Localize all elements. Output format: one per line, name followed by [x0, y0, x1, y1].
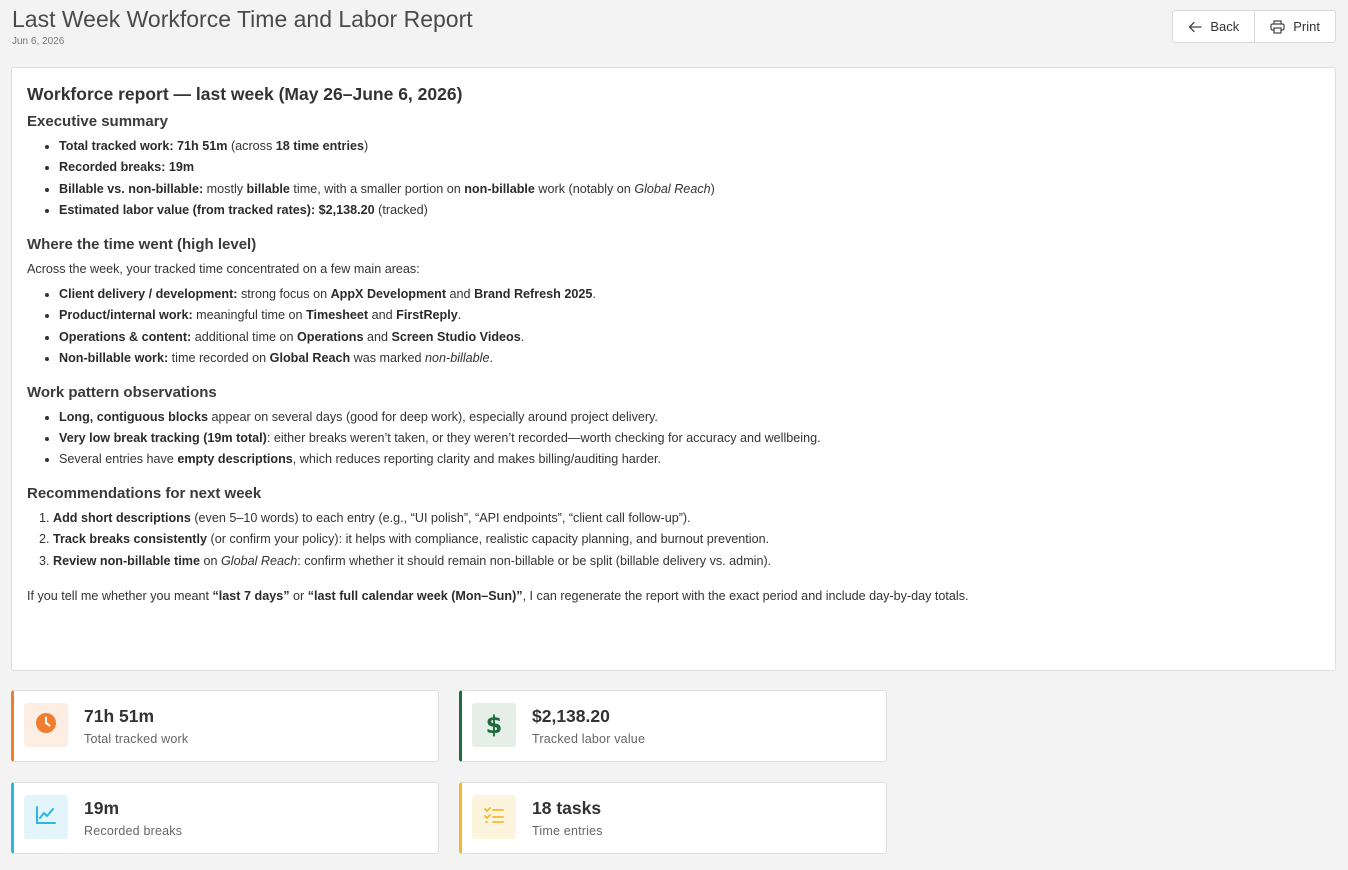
- list-item: • Several entries have empty descriptions, which reduces reporting clarity and makes billing/auditing harder.: [59, 449, 1320, 470]
- back-label: Back: [1210, 19, 1240, 34]
- list-item: • Billable vs. non-billable: mostly billable time, with a smaller portion on non-billable work (notably on Global Reach): [59, 179, 1320, 200]
- list-item: • Recorded breaks: 19m: [59, 157, 1320, 178]
- stat-value: $2,138.20: [532, 706, 610, 726]
- stat-label: Recorded breaks: [84, 824, 183, 838]
- list-item: • Client delivery / development: strong focus on AppX Development and Brand Refresh 2025.: [59, 284, 1320, 305]
- page-title: Last Week Workforce Time and Labor Report: [12, 6, 473, 32]
- stat-card-recorded-breaks: [11, 782, 439, 854]
- dollar-icon: $: [485, 711, 503, 739]
- stat-label: Total tracked work: [84, 732, 189, 746]
- report-title: Workforce report — last week (May 26–June 6, 2026): [27, 84, 463, 104]
- clock-icon: [35, 712, 57, 739]
- where-time-went-intro: Across the week, your tracked time concentrated on a few main areas:: [27, 261, 420, 276]
- page-header: [12, 6, 473, 47]
- stat-card-total-tracked-work: [11, 690, 439, 762]
- stat-icon-box: [472, 703, 516, 747]
- stat-icon-box: [24, 795, 68, 839]
- list-item: 2. Track breaks consistently (or confirm your policy): it helps with compliance, realistic capacity planning, and burnout prevention.: [53, 529, 1320, 550]
- list-item: • Very low break tracking (19m total): either breaks weren’t taken, or they weren’t recorded—worth checking for accuracy and wellbeing.: [59, 428, 1320, 449]
- line-chart-icon: [35, 805, 57, 830]
- executive-summary-heading: Executive summary: [27, 113, 168, 130]
- stat-card-time-entries: [459, 782, 887, 854]
- list-item: • Non-billable work: time recorded on Global Reach was marked non-billable.: [59, 348, 1320, 369]
- stat-label: Time entries: [532, 824, 603, 838]
- stat-icon-box: [24, 703, 68, 747]
- checklist-icon: [483, 805, 505, 830]
- print-label: Print: [1293, 19, 1320, 34]
- list-item: 3. Review non-billable time on Global Reach: confirm whether it should remain non-billable or be split (billable delivery vs. admin).: [53, 551, 1320, 572]
- list-item: • Product/internal work: meaningful time on Timesheet and FirstReply.: [59, 305, 1320, 326]
- page-date: Jun 6, 2026: [12, 36, 65, 47]
- printer-icon: [1270, 20, 1285, 34]
- back-button[interactable]: [1172, 10, 1255, 43]
- stat-label: Tracked labor value: [532, 732, 646, 746]
- header-actions: [1172, 10, 1336, 43]
- stat-value: 18 tasks: [532, 798, 602, 818]
- recommendations-list: [53, 508, 1320, 572]
- closing-note: If you tell me whether you meant “last 7 days” or “last full calendar week (Mon–Sun)”, I can regenerate the report with the exact period and include day-by-day totals.: [27, 589, 969, 604]
- stat-value: 71h 51m: [84, 706, 155, 726]
- where-time-went-list: [59, 284, 1320, 370]
- stat-icon-box: [472, 795, 516, 839]
- executive-summary-list: [59, 136, 1320, 222]
- recommendations-heading: Recommendations for next week: [27, 484, 262, 502]
- list-item: • Operations & content: additional time on Operations and Screen Studio Videos.: [59, 327, 1320, 348]
- list-item: • Long, contiguous blocks appear on several days (good for deep work), especially around project delivery.: [59, 407, 1320, 428]
- print-button[interactable]: [1255, 10, 1336, 43]
- observations-list: [59, 407, 1320, 471]
- list-item: • Estimated labor value (from tracked rates): $2,138.20 (tracked): [59, 200, 1320, 221]
- stat-card-labor-value: [459, 690, 887, 762]
- report-card: [11, 67, 1336, 671]
- list-item: 1. Add short descriptions (even 5–10 words) to each entry (e.g., “UI polish”, “API endpoints”, “client call follow-up”).: [53, 508, 1320, 529]
- where-time-went-heading: Where the time went (high level): [27, 235, 257, 253]
- stat-value: 19m: [84, 798, 120, 818]
- arrow-left-icon: [1188, 21, 1202, 33]
- observations-heading: Work pattern observations: [27, 383, 217, 401]
- list-item: • Total tracked work: 71h 51m (across 18 time entries): [59, 136, 1320, 157]
